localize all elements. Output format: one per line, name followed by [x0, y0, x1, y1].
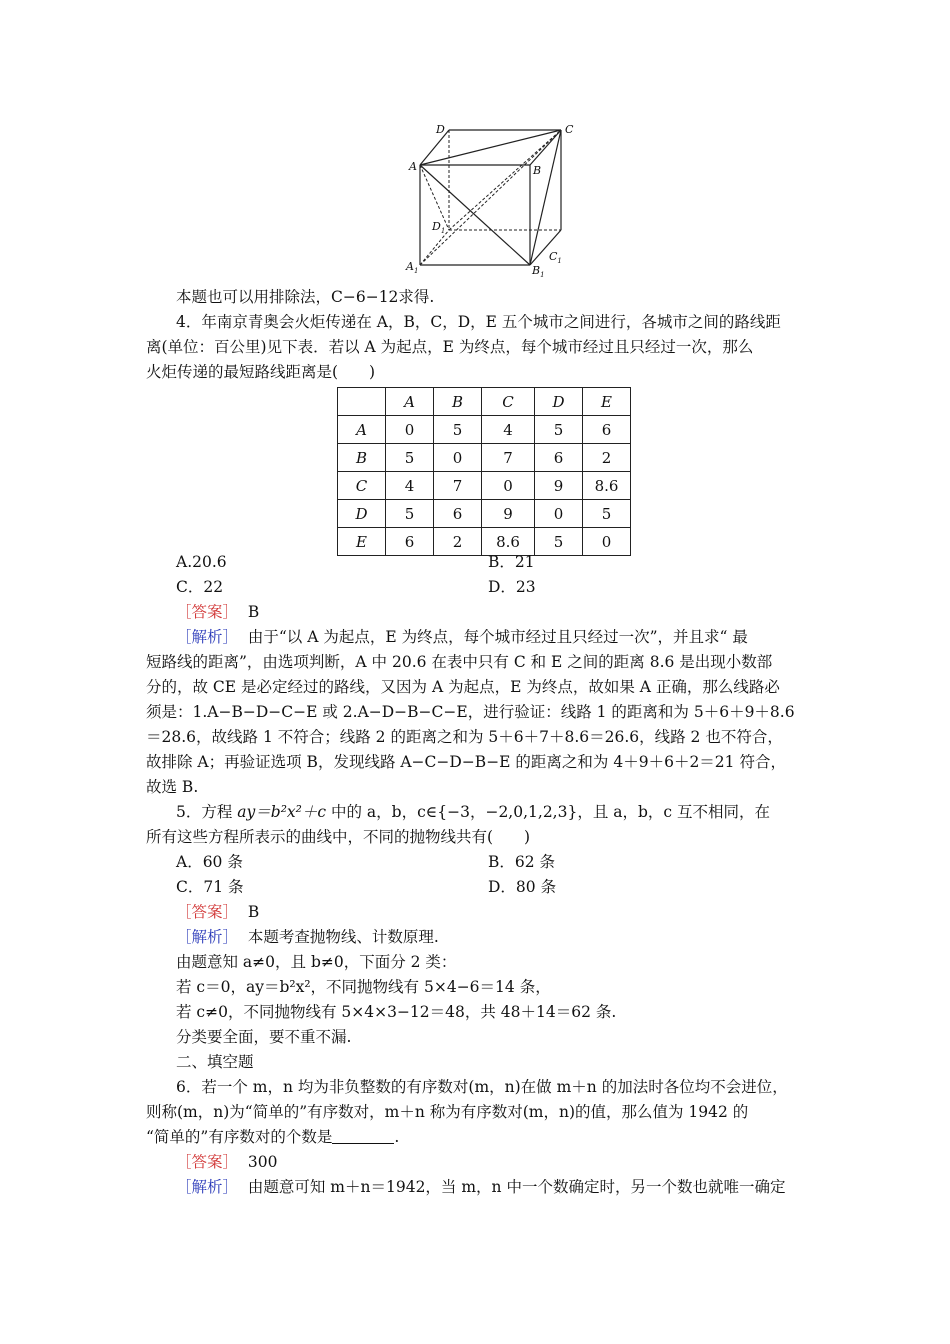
analysis-label: ［解析］	[176, 1178, 239, 1196]
q5-option-b: B．62 条	[488, 853, 556, 871]
q5-analysis-line3: 若 c＝0，ay＝b²x²，不同抛物线有 5×4−6＝14 条，	[176, 978, 551, 996]
q5-analysis-line2: 由题意知 a≠0，且 b≠0，下面分 2 类：	[176, 953, 457, 971]
cube-figure	[398, 120, 588, 280]
q4-option-c: C．22	[176, 578, 224, 596]
q6-stem-line1: 6．若一个 m，n 均为非负整数的有序数对(m，n)在做 m＋n 的加法时各位均不会进位，	[176, 1078, 788, 1096]
svg-text:C: C	[565, 123, 574, 136]
analysis-label: ［解析］	[176, 628, 239, 646]
q4-analysis-line7: 故选 B.	[146, 778, 199, 796]
table-row: C 4 7 0 9 8.6	[338, 472, 631, 500]
q4-analysis-line5: ＝28.6，故线路 1 不符合；线路 2 的距离之和为 5＋6＋7＋8.6＝26.6，线路 2 也不符合，	[146, 728, 783, 746]
q6-stem-line2: 则称(m，n)为“简单的”有序数对，m＋n 称为有序数对(m，n)的值，那么值为 1942 的	[146, 1103, 749, 1121]
answer-label: ［答案］	[176, 1153, 239, 1171]
vertex-label-d: D	[436, 123, 445, 136]
answer-label: ［答案］	[176, 603, 239, 621]
q4-stem-line1: 4．年南京青奥会火炬传递在 A，B，C，D，E 五个城市之间进行，各城市之间的路线距	[176, 313, 781, 331]
q5-analysis-line1: ［解析］ 本题考查抛物线、计数原理.	[176, 928, 439, 946]
q5-stem-line2: 所有这些方程所表示的曲线中，不同的抛物线共有( )	[146, 828, 531, 846]
section-heading: 二、填空题	[176, 1053, 254, 1071]
q5-analysis-line5: 分类要全面，要不重不漏.	[176, 1028, 352, 1046]
answer-value: B	[247, 603, 260, 621]
answer-blank	[332, 1127, 394, 1144]
distance-table	[337, 387, 631, 556]
q4-stem-line2: 离(单位：百公里)见下表．若以 A 为起点，E 为终点，每个城市经过且只经过一次，那么	[146, 338, 754, 356]
table-row: E 6 2 8.6 5 0	[338, 528, 631, 556]
q4-analysis-line6: 故排除 A；再验证选项 B，发现线路 A−C−D−B−E 的距离之和为 4＋9＋6＋2＝21 符合，	[146, 753, 786, 771]
svg-text:A1: $A_1$	[406, 260, 419, 275]
q4-option-a: A.20.6	[176, 553, 227, 571]
svg-text:B1: $B_1$	[532, 264, 545, 279]
q5-option-c: C．71 条	[176, 878, 244, 896]
q5-analysis-line4: 若 c≠0，不同抛物线有 5×4×3−12＝48，共 48＋14＝62 条.	[176, 1003, 617, 1021]
table-row: A 0 5 4 5 6	[338, 416, 631, 444]
q5-answer	[176, 900, 816, 925]
answer-value: 300	[247, 1153, 278, 1171]
q4-analysis-line4: 须是：1.A−B−D−C−E 或 2.A−D−B−C−E，进行验证：线路 1 的距离和为 5＋6＋9＋8.6	[146, 703, 795, 721]
q5-stem-line1: 5．方程 ay＝b²x²＋c 中的 a，b，c∈{−3，−2,0,1,2,3}，且 a，b，c 互不相同，在	[176, 803, 771, 821]
q4-stem-line3: 火炬传递的最短路线距离是( )	[146, 363, 376, 381]
q6-stem-line3: “简单的”有序数对的个数是 .	[146, 1128, 400, 1146]
table-row: B 5 0 7 6 2	[338, 444, 631, 472]
q5-option-d: D．80 条	[488, 878, 557, 896]
svg-text:A: A	[409, 160, 417, 173]
svg-text:B: B	[533, 164, 542, 177]
q4-analysis-line1: ［解析］ 由于“以 A 为起点，E 为终点，每个城市经过且只经过一次”，并且求“ 最	[176, 628, 748, 646]
svg-text:C1: $C_1$	[549, 250, 562, 265]
answer-label: ［答案］	[176, 903, 239, 921]
q3-note: 本题也可以用排除法，C−6−12求得.	[176, 288, 435, 306]
analysis-label: ［解析］	[176, 928, 239, 946]
table-header-row: A B C D E	[338, 388, 631, 416]
table-row: D 5 6 9 0 5	[338, 500, 631, 528]
q4-option-d: D．23	[488, 578, 536, 596]
q6-analysis-line1: ［解析］ 由题意可知 m＋n＝1942，当 m，n 中一个数确定时，另一个数也就唯一确定	[176, 1178, 786, 1196]
q6-answer	[176, 1150, 816, 1175]
q5-option-a: A．60 条	[176, 853, 243, 871]
answer-value: B	[247, 903, 260, 921]
svg-text:D1: $D_1$	[432, 220, 446, 235]
q4-answer	[176, 600, 816, 625]
q4-analysis-line3: 分的，故 CE 是必定经过的路线，又因为 A 为起点，E 为终点，故如果 A 正确，那么线路必	[146, 678, 780, 696]
q4-analysis-line2: 短路线的距离”，由选项判断，A 中 20.6 在表中只有 C 和 E 之间的距离 8.6 是出现小数部	[146, 653, 773, 671]
q4-option-b: B．21	[488, 553, 535, 571]
